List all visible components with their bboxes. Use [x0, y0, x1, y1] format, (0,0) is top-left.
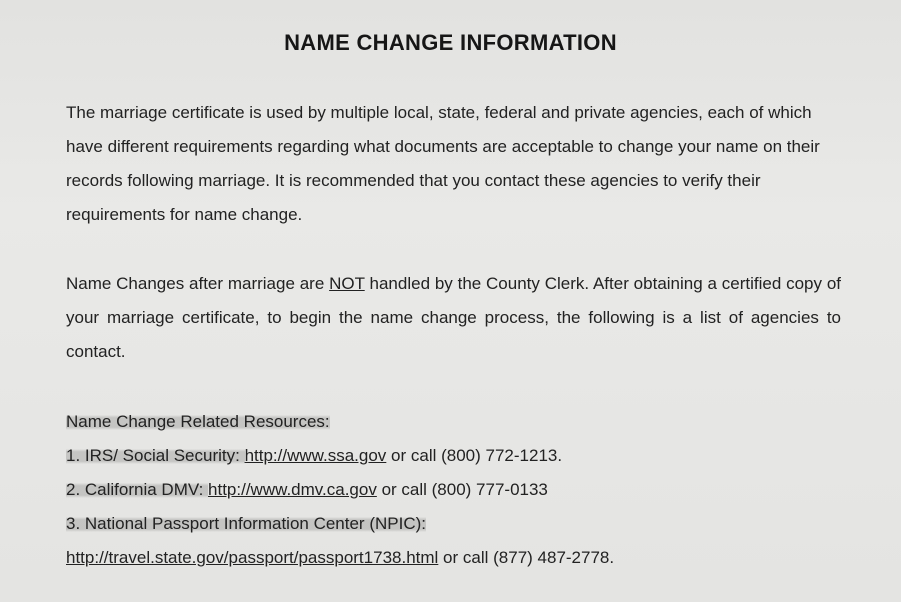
resources-heading-line [66, 405, 866, 439]
resource-item-dmv [66, 473, 866, 507]
resource-label: 3. National Passport Information Center (NPIC): [66, 514, 426, 533]
resources-list [66, 405, 866, 575]
ssa-link[interactable]: http://www.ssa.gov [244, 446, 387, 465]
paragraph-text-before: Name Changes after marriage are [66, 274, 330, 293]
intro-paragraph: The marriage certificate is used by multiple local, state, federal and private agencies, each of which have different requirements regarding what documents are acceptable to change your name on their records following marriage. It is recommended that you contact these agencies to verify their requirements for name change. [66, 103, 820, 224]
resource-item-npic-link-line [66, 541, 866, 575]
resource-phone: or call (800) 772-1213. [386, 446, 563, 465]
dmv-link[interactable]: http://www.dmv.ca.gov [208, 480, 377, 499]
not-emphasis: NOT [329, 274, 365, 293]
resource-label: 1. IRS/ Social Security: [66, 446, 245, 465]
resource-item-npic [66, 507, 866, 541]
resource-label: 2. California DMV: [66, 480, 209, 499]
resource-phone: or call (800) 777-0133 [376, 480, 548, 499]
resource-item-ssa [66, 439, 866, 473]
passport-link[interactable]: http://travel.state.gov/passport/passport1738.html [66, 548, 439, 567]
resource-phone: or call (877) 487-2778. [438, 548, 615, 567]
county-clerk-paragraph [66, 267, 841, 369]
page-title: NAME CHANGE INFORMATION [284, 30, 617, 55]
paragraph-text-after: handled by the County Clerk. After obtaining a certified copy of your marriage certificate, to begin the name change process, the following is a list of agencies to contact. [66, 274, 841, 361]
resources-heading: Name Change Related Resources: [66, 412, 330, 431]
